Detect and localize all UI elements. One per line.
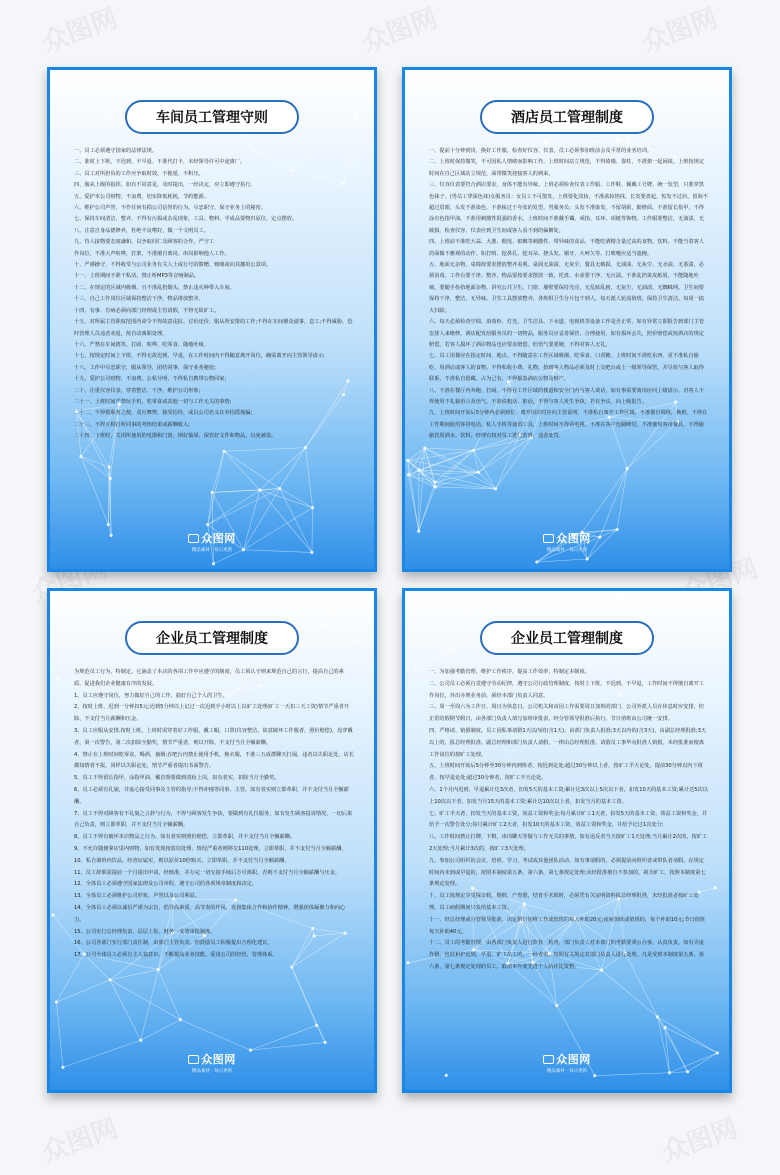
- rule-item: 九、参加公司组织的会议，培训，学习，考试或其他团队活动，如有事请假的，必须提前向组织者或带队者请假。在规定时间内未到或早退的，按照本制度第五条，第六条，第七条规定处理;未经批准擅自不参加的，视为旷工，按照本制度第七条规定处理。: [429, 857, 706, 888]
- rule-item: 15、公司实行总经理负责，层层上报，财务一支笔审批制度。: [74, 928, 216, 935]
- rule-item: 七、保持车间清洁，整齐，不得有污损或杂乱现象，工具、物料、半成品要物归原位，定点摆放。: [74, 216, 298, 223]
- rule-item: 二十四、下班时，关闭所使用的电器和门窗，锁好抽屉，保管好文件和物品，以免被盗。: [74, 433, 277, 440]
- brand-logo: [405, 1051, 729, 1074]
- rule-item: 16、公司各部门实行部门责任制，由部门主管负责，但鼓励员工积极提出合理化建议。: [74, 940, 273, 947]
- rule-item: 三、周一至周六为工作日，周日为休息日。公司机关和由因工作需要周日加班的部门、公司外派人员在休息时应安排，但正常的假期节假日，由各部门负责人填写加班审批表，经分管领导批准后执行。节日值班由公司统一安排。: [429, 704, 704, 723]
- watermark: 众图网: [38, 3, 122, 59]
- rule-item: 十二、在规定的区域内吸烟，且不准乱扔烟头，禁止违火种带入车间。: [74, 284, 235, 291]
- rule-item: 12、全体员工必须遵守国家法律及公司章程，遵守公司的各项规章制度和决定。: [74, 881, 257, 888]
- rule-item: 四、上班前不准吃大蒜、大葱、榴莲、槟榔等刺激性、带异味的食品，不能吃酒精含量过高的食物，饮料。不能当着客人的面做不雅观的动作。如打喷、挖鼻孔、挖耳朵、挠头发、剔牙、大呵欠等，打喷嚏应适当遮掩。: [429, 239, 704, 257]
- rule-item: 六、维护公司声誉，不作任何有损公司信誉的行为。尽忠职守，保守业务上的秘密。: [74, 205, 266, 212]
- watermark: 众图网: [678, 553, 762, 609]
- rule-item: 十二、员工的考勤管理，由各部门负责人进行监督，检查，部门负责人对本部门的考勤要秉公办事，认真负责。如有弄虚作假，包庇袒护迟到，早退，旷工员工的，一经查实，按照有关规定对部门负责人进行处理。凡是受到本制度第五条，第六条，第七条规定处理的员工，取消本年度先进个人的评比资格。: [429, 940, 704, 970]
- logo-slogan: 精品素材 · 每日更新: [191, 1069, 233, 1074]
- logo-name: 众图网: [201, 532, 236, 545]
- rule-item: 六、每天必须检查空调、消毒柜、灯光、卫生洁具、下水道、电视机等设备工作是否正常，如有异常立即报告到部门主管安排人来维修。酒店配发给服务员的一切物品，服务员应妥善保管，合理使用，如有损坏丢失，照价赔偿或按酒店的规定赔偿。若客人损坏了酒店物品也应要求赔偿。但语气要委婉，不得对客人无礼。: [429, 319, 704, 348]
- logo-slogan: 精品素材 · 每日更新: [191, 548, 233, 553]
- rule-item: 二、准时上下班，不迟到、不早退、不准代打卡，未经领导许可中途离厂。: [74, 159, 246, 166]
- logo-name: 众图网: [556, 532, 591, 545]
- rule-item: 八、工作时间禁止打牌，下棋，串岗聊天等做与工作无关的事情。如有违反者当天按旷工1天处理;当月累计2次的，按旷工2天处理;当月累计3次的，按旷工3天处理。: [429, 834, 708, 852]
- rule-item: 十、严谨操守，不得收受与公司业务有关人士或行号的馈赠、贿赂或向其挪用公款项。: [74, 262, 272, 269]
- logo-icon: [543, 1055, 554, 1064]
- watermark: 众图网: [658, 1113, 742, 1169]
- rule-item: 8、员工不得有破坏本店物品之行为，如有者实则照价赔偿，立即革职，并不支付当月全额薪酬。: [74, 834, 296, 841]
- rule-item: 一、提前十分钟到岗，换好工作服。检查好仪容、仪表。员工必须参加班前会及平常的业务培训。: [429, 148, 653, 154]
- rule-item: 一、员工必须遵守国家的法律法规。: [74, 148, 158, 154]
- rule-item: 作岗位，不准大声喧哗，打架，不准擅自离岗、串岗影响他人工作。: [74, 250, 230, 257]
- rule-item: 3、员工应服从安排,按时上班，上班时需穿着好工作服，戴工帽，口罩(仪容整洁，故意破坏工作服者，照价赔偿)，没穿戴者，第一次警告，第二次扣除全勤奖，情节严重者，则以开除，不支付当月全额薪酬。: [74, 727, 353, 746]
- rule-item: 十四、有事、有病必须向部门经理或主管请假，不得无故旷工。: [74, 307, 220, 314]
- rule-item: 五、地面无杂物、桌椅按要求摆放整齐美观。桌面无油渍、无灰尘，餐具无破损、无油渍、无灰尘、无水渍、无茶渍，必须消毒。工作台要干净、整齐，物品要按要求摆放一致，托盘、水壶要干净、无污渍。不准乱扔果皮纸屑，不能随地吐痰。要随手捡拾地面杂物，讲究公共卫生。门窗、墙壁要保持光亮，无乱贴乱画，无灰尘、无油渍、无蜘蛛网。卫生间要保持干净，整洁，无异味。卫生工具摆放整齐。各班组卫生分片包干到人，每天派人轮流值班，保持卫生清洁。每周一搞大扫除。: [429, 262, 704, 314]
- logo-slogan: 精品素材 · 每日更新: [546, 1069, 588, 1074]
- rule-item: 6、员工必须有礼貌，并虚心接受同事及主管的指导;不得冲撞等同事，主管，如有者实则立即革职，并不支付当月全额薪酬。: [74, 786, 349, 805]
- rule-item: 九、待人接物要态度谦和，以争取同仁及顾客的合作。严守工: [74, 239, 215, 246]
- rule-item: 八、注意自身品德修养，杜绝不良嗜好，做一个文明员工。: [74, 227, 209, 234]
- rule-item: 十六、严禁在车间嬉笑、打闹、喧哗、吃零食、随地吐痰。: [74, 341, 209, 348]
- rule-item: 三、员工对所担负的工作应争取时效，不拖延、不积压。: [74, 170, 204, 177]
- rule-item: 17、公司全体员工必须有主人翁意识，不断提高业务技能，爱岗公司的经营，管理体系。: [74, 952, 278, 959]
- rule-item: 二十二、不得借职务之便，贪污舞弊，接受招待，或以公司名义在外招摇撞骗;: [74, 410, 253, 417]
- brand-logo: [405, 530, 729, 553]
- poster-title: 车间员工管理守则: [125, 100, 299, 134]
- poster-body: [74, 146, 354, 443]
- rule-item: 10、私自调班内饮品，经查证属实，则以原价10倍购买，立即革职，并不支付当月全额薪酬。: [74, 857, 290, 864]
- poster-workshop-rules: [47, 67, 377, 572]
- rule-item: 13、全体员工必须维护公司形象，声誉以及公司利益。: [74, 893, 200, 900]
- rule-item: 三、仪容仪表要符合酒店要求，身体不能有异味。上班必须检查仪表工作服、工作鞋、佩戴工号牌，统一发型，只准穿黑色袜子。(男员工穿深色袜)女服务员：女员工不可散发，上班要化淡妆，不准浓妆艳抹，长发要盘起，短发不过肩，留海不超过眉眼，头发不准染色，不准梳过于夸张的发型。男服务员：头发不准染发，不留胡须，勤修面，不准留长指甲，不得涂有色指甲油。不准用刺激性很强的香水。上班时间不准戴手镯、戒指、耳环、项链等饰物。工作服要整洁，无油渍、无破损。检查仪容、仪表应到卫生间或客人看不到的偏僻处。: [429, 182, 708, 234]
- poster-body: [74, 667, 354, 962]
- rule-item: 十、员工按规定享受探亲假，婚假，产育假，结育手术假时，必须凭有关证明资料报总经理批准，未经批准者按旷工处理。员工病假期间只发给基本工资。: [429, 893, 699, 911]
- rule-item: 八、不准在餐厅内奔跑、打闹，不得在工作区域的楼道和安全门内与客人谈话，如有事需要离岗应向上级请示，对客人不得使用不礼貌语言及语气，不准说粗话、脏话，不得与客人发生争执，若有争议，向上级报告。: [429, 387, 704, 405]
- rule-item: 二十、注重仪容仪表，穿着整洁、干净，维护公司形象;: [74, 387, 201, 394]
- poster-title: 酒店员工管理制度: [480, 100, 654, 134]
- rule-item: 七、员工用餐应在指定时间、地点。不得随意在工作区域吸烟、吃零食、口香糖。上班时间不准吃东西，更不准私自偷吃、用酒店或客人的食物。不得私收小费、礼物，拾到客人物品必须及时上交吧台或上一级领导保管，并尽快与客人取得联系，不准私自留藏，占为己有，不得偷盗酒店公物及财产。: [429, 353, 704, 383]
- logo-icon: [188, 1055, 199, 1064]
- logo-icon: [188, 534, 199, 543]
- rule-item: 二、上班时保持微笑，不可因私人情绪而影响工作。上班时间站立规范，不得倚墙、靠柱，不准架一起闲谈。上班按规定时间在自己区域站立规范，面带微笑迎接客人的到来。: [429, 159, 704, 177]
- watermark: 众图网: [358, 3, 442, 59]
- poster-body: [429, 146, 709, 443]
- watermark: 众图网: [28, 553, 112, 609]
- rule-item: 2、按时上班，迟到一分钟扣5元;迟到5分钟以上记过一次迟到半小时以上以旷工处理(旷工一天扣三天工资)情节严重者开除，不支付当月薪酬和压金。: [74, 704, 350, 723]
- rule-item: 14、全体员工必须以诚信严谨为宗旨，倡导高素质，高节奏的作风，发扬集体合作和协作精神，增强团体凝聚力和向心力。: [74, 904, 346, 923]
- rule-item: 9、不允许随便拿店里内财物，如有发现按盗窃处理，情况严重者则移交110处理，立即革职，并不支付当月全额薪酬。: [74, 845, 347, 852]
- rule-item: 十三、自己工作岗位区域保持整洁干净，物品堆放整齐。: [74, 296, 204, 303]
- rule-item: 二十三、不得互相打听同事的考核结果或薪酬收入;: [74, 421, 190, 428]
- rule-item: 十一、上班期间不准干私活，禁止听MP3等音响制品。: [74, 273, 200, 280]
- rule-item: 十七、按规定时间上下班，不得无故迟到、早退，在工作时间内不得随意离开岗位，确需离开向主管领导请示;: [74, 353, 325, 360]
- poster-title: 企业员工管理制度: [480, 621, 654, 655]
- poster-body: [429, 667, 709, 974]
- watermark: 众图网: [638, 3, 722, 59]
- rule-item: 六、1个月内迟到，早退累计达3次者，扣发5天的基本工资;累计达3次以上5次以下者，扣发10天的基本工资;累计达5次以上10次以下者，扣发当月15天的基本工资;累计达10次以上者，扣发当月的基本工资。: [429, 786, 708, 805]
- rule-item: 1、员工应遵守岗位，努力做好自己的工作，搞好自己个人的卫生。: [74, 692, 228, 699]
- rule-item: 五、上班时间开始后5分钟至30分钟内到班者，按迟到论处;超过30分钟以上者，按旷工半天论处。提前30分钟以内下班者，按早退论处;超过30分钟者，按旷工半天论处。: [429, 763, 703, 782]
- rule-item: 11、员工辞职需提前一个月提出申请，经核准，并办完一切交接手续后方可离职，否则不支付当月全额薪酬与压金。: [74, 869, 340, 876]
- rule-item: 二、公司员工必须自觉遵守劳动纪律，遵守公司行政管理制度，按时上下班，不迟到，不早退，工作时间不得擅自离开工作岗位，外出办理业务前，须经本部门负责人同意。: [429, 680, 704, 699]
- rule-item: 十九、爱护公司财物，不浪费，公私分明，不得私自携带公物回家;: [74, 376, 227, 383]
- logo-icon: [543, 534, 554, 543]
- rule-item: 七、旷工半天者，扣发当天的基本工资，效益工资和奖金;每月累计旷工1天者，扣发5天的基本工资，效益工资和奖金，并给予一次警告处分;每月累计旷工2天者，扣发10天的基本工资，效益工资和奖金，并给予记过1次处分;: [429, 810, 708, 829]
- logo-slogan: 精品素材 · 每日更新: [546, 548, 588, 553]
- rule-item: 十一、经总经理或分管领导批准，决定假日加班工作或值班的每天补助20元;夜间加班或值班的，每个补助10元;节日值班每天补助40元。: [429, 916, 706, 935]
- poster-enterprise-rules-b: [402, 588, 732, 1093]
- logo-name: 众图网: [556, 1053, 591, 1066]
- rule-item: 二十一、上班时间严禁玩手机，吃零食或其他一切与工作无关的事情;: [74, 398, 232, 405]
- rule-item: 四、严格请、销假制度。员工因私事请假1天以内的(含1天)，由部门负责人批准;3天以内的(含3天)，由副总经理批准;3天以上的，报总经理批准。副总经理和部门负责人请假，一律由总经理批准。请假员工事毕向批准人销假。未经批准而擅离工作岗位的按旷工处理。: [429, 727, 707, 758]
- watermark: 众图网: [38, 1113, 122, 1169]
- brand-logo: [50, 530, 374, 553]
- poster-enterprise-rules-a: [47, 588, 377, 1093]
- rule-item: 九、上班时间开始后5分钟内必须到位，离开岗位时应向主管说明，不准私自离开工作区域，不准擅自调班，换班。不得在工作期间使用客用电话、私人手机等通讯工具，上班时间不得看电视，不准在客户包厢睡觉，不准使用客用餐具，不得偷偷饮用酒水、饮料。经理有权对员工进行监督，违者处罚。: [429, 410, 708, 440]
- rule-item: 为规范员工行为，特制定。它涵盖了本店的各项工作中应遵守的制度，员工须认守则来规范自己的言行，提高自己的素质，促进我们企业健康有序的发展。: [74, 669, 344, 687]
- rule-item: 四、服从上级的指挥，如有不同意见，及时提出，一经决定，应立即遵守执行。: [74, 182, 256, 189]
- logo-name: 众图网: [201, 1053, 236, 1066]
- rule-item: 十八、工作中尽忠职守，服从领导，团结同事，保守业务秘密;: [74, 364, 216, 371]
- rule-item: 4、禁止在上班时间吃零食，喝酒，抽烟;在吧台内禁止使用手机，换衣服，不准三五成群聊天打闹，违者以失职论处，店长都知情者不报，同样以失职论处，情节严重者提出书面警告。: [74, 751, 354, 770]
- rule-item: 5、员工不得留长指甲，涂指甲油，戴首饰要做到淡妆上岗，如有者实，扣除当月全勤奖。: [74, 775, 280, 782]
- rule-item: 十五、对所属主管职权范围内命令不得故意违抗、讨价还价，服从所安排的工作;不得在车间聚众滋事，息工;不得威胁、恐吓管理人员违者劝退，按自动离职处理。: [74, 319, 353, 337]
- rule-item: 7、员工不得对顾客有不礼貌之言辞与行为，不得与顾客发生争执，要做到有礼仪服务，如有发生顾客投诉情况，一切后果自己负责，则立即革职，并不支付当月全额薪酬。: [74, 810, 353, 829]
- rule-item: 五、爱护本公司财物，不浪费，切实降低耗耗，节约能源。: [74, 193, 209, 200]
- poster-title: 企业员工管理制度: [125, 621, 299, 655]
- rule-item: 一、为加强考勤管理，维护工作秩序，提高工作效率，特制定本制度。: [429, 669, 590, 675]
- poster-hotel-rules: [402, 67, 732, 572]
- brand-logo: [50, 1051, 374, 1074]
